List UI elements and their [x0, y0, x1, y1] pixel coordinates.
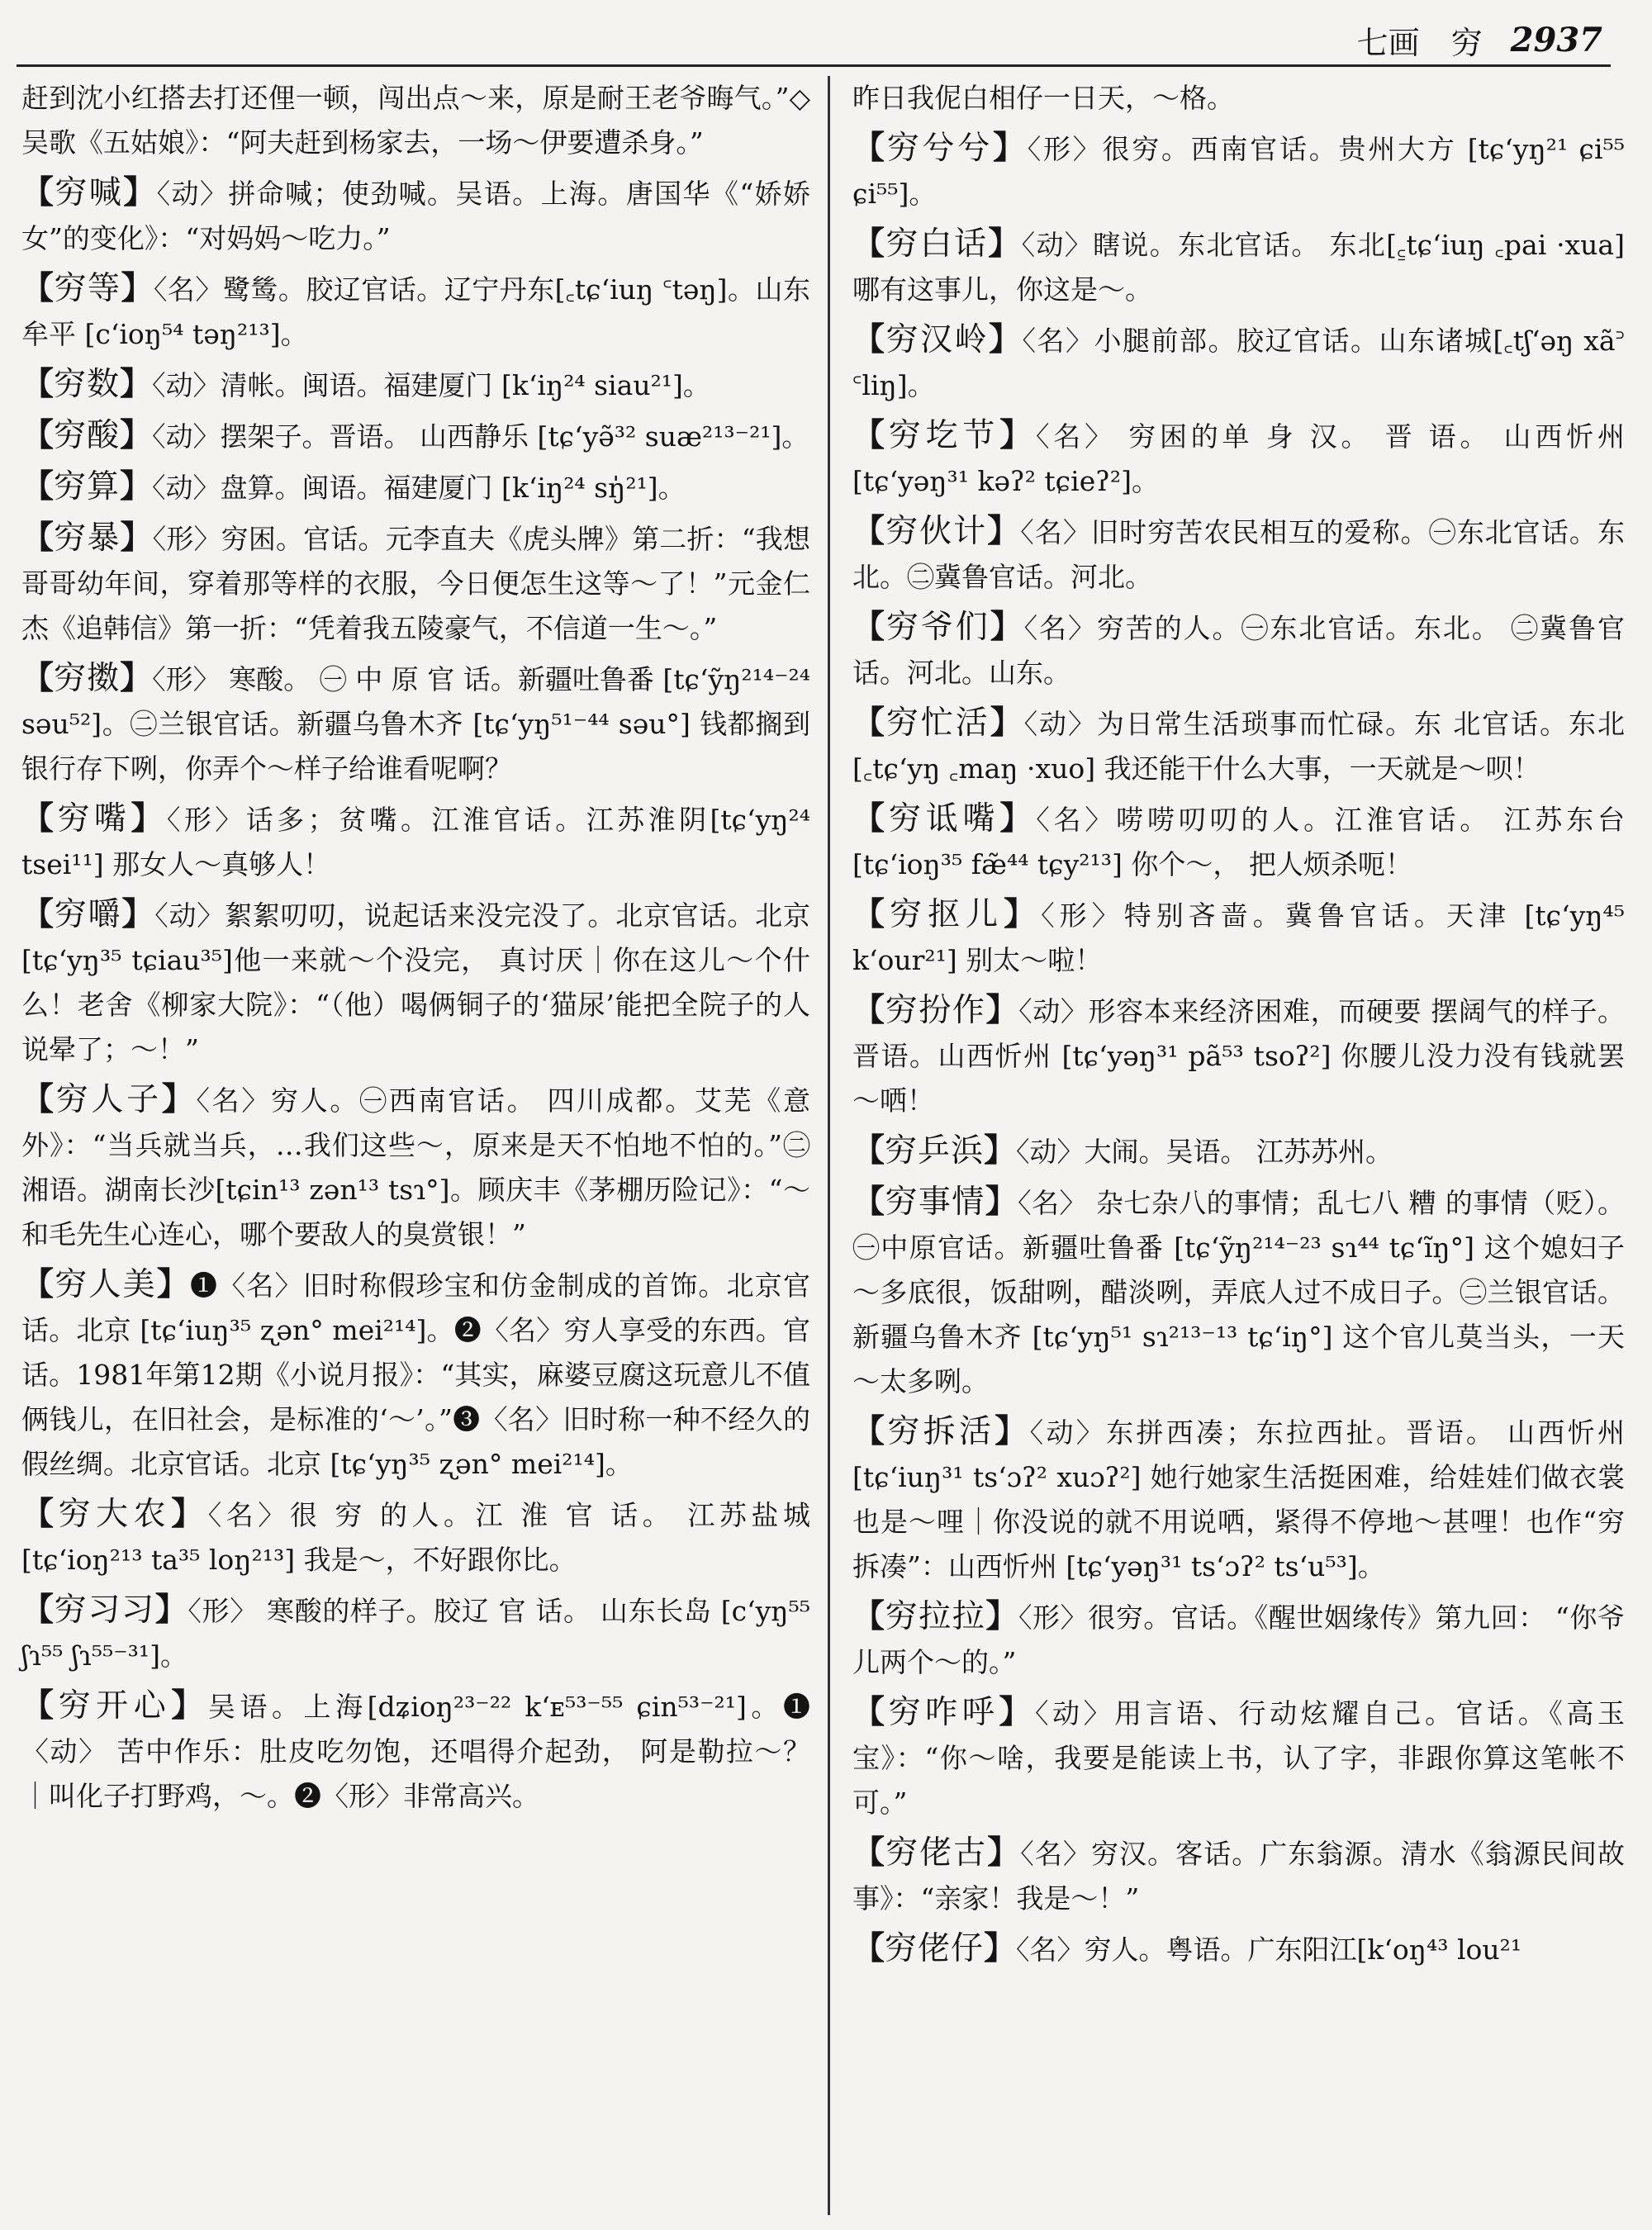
dictionary-entry: [21, 266, 810, 357]
entry-headword: 【 穷圪节 】: [852, 417, 1036, 454]
dictionary-entry: [21, 1587, 810, 1678]
entry-text: 〈动〉用言语、行动炫耀自己。官话。《高玉宝》：“你～啥，我要是能读上书，认了字，非跟你算这笔帐不可。”: [852, 1697, 1625, 1819]
entry-text: ❶〈名〉旧时称假珍宝和仿金制成的首饰。北京官话。北京 [tɕʻiuŋ³⁵ ʐən° mei²¹⁴]。❷〈名〉穷人享受的东西。官话。1981年第12期《小说月报》：“其实，麻婆豆腐这玩意儿不值俩钱儿，在旧社会，是标准的‘～’。”❸〈名〉旧时称一种不经久的假丝绸。北京官话。北京 [tɕʻyŋ³⁵ ʐən° mei²¹⁴]。: [21, 1269, 810, 1480]
entry-text: 〈形〉很穷。西南官话。贵州大方 [tɕʻyŋ²¹ ɕi⁵⁵ ɕi⁵⁵]。: [852, 133, 1625, 210]
dictionary-entry: [21, 362, 810, 408]
entry-text: 〈形〉特别吝啬。冀鲁官话。天津 [tɕʻyŋ⁴⁵ kʻour²¹] 别太～啦！: [852, 899, 1625, 976]
dictionary-entry: [852, 796, 1625, 887]
left-column: [21, 76, 810, 1824]
dictionary-entry: [21, 76, 810, 165]
entry-text: 〈名〉旧时穷苦农民相互的爱称。㊀东北官话。东北。㊁冀鲁官话。河北。: [852, 516, 1625, 593]
dictionary-entry: [852, 221, 1625, 312]
entry-headword: 【 穷忙活 】: [852, 705, 1024, 742]
entry-text: 〈名〉很 穷 的人。江 淮 官 话。 江苏盐城 [tɕʻioŋ²¹³ ta³⁵ loŋ²¹³] 我是～，不好跟你比。: [21, 1499, 810, 1576]
dictionary-entry: [852, 605, 1625, 695]
dictionary-entry: [21, 464, 810, 510]
dictionary-entry: [852, 126, 1625, 216]
entry-text: 〈动〉絮絮叨叨，说起话来没完没了。北京官话。北京 [tɕʻyŋ³⁵ tɕiau³⁵]他一来就～个没完， 真讨厌｜你在这儿～个什么！老舍《柳家大院》：“（他）喝俩铜子的‘猫尿’能把全院子的人说晕了；～！”: [21, 899, 810, 1065]
entry-headword: 【 穷开心 】: [21, 1687, 208, 1725]
entry-text: 〈名〉鹭鸶。胶辽官话。辽宁丹东[꜀tɕʻiuŋ ꜂təŋ]。山东牟平 [cʻioŋ⁵⁴ təŋ²¹³]。: [21, 273, 810, 350]
page-number: 2937: [1510, 20, 1602, 59]
entry-headword: 【 穷伙计 】: [852, 513, 1020, 550]
entry-headword: 【 穷拉拉 】: [852, 1598, 1018, 1635]
entry-headword: 【 穷佬古 】: [852, 1834, 1020, 1872]
entry-headword: 【 穷喊 】: [21, 174, 157, 211]
entry-text: 〈动〉摆架子。晋语。 山西静乐 [tɕʻyə̃³² suæ²¹³⁻²¹]。: [152, 420, 809, 453]
entry-headword: 【 穷擞 】: [21, 660, 152, 697]
dictionary-entry: [21, 515, 810, 651]
entry-text: 〈动〉瞎说。东北官话。 东北[꜁tɕʻiuŋ ꜀pai ·xua] 哪有这事儿，你这是～。: [852, 229, 1625, 306]
entry-text: 〈动〉拼命喊；使劲喊。吴语。上海。唐国华《“娇娇女”的变化》：“对妈妈～吃力。”: [21, 178, 810, 254]
entry-text: 〈形〉 寒酸。 ㊀ 中 原 官 话。新疆吐鲁番 [tɕʻỹŋ²¹⁴⁻²⁴ səu⁵²]。㊁兰银官话。新疆乌鲁木齐 [tɕʻyŋ⁵¹⁻⁴⁴ səu°] 钱都搁到银行存下咧，你弄个～样子给谁看呢啊？: [21, 663, 810, 785]
dictionary-entry: [852, 1830, 1625, 1921]
dictionary-entry: [852, 988, 1625, 1123]
entry-headword: 【 穷大农 】: [21, 1496, 208, 1533]
entry-headword: 【 穷人子 】: [21, 1081, 196, 1118]
dictionary-entry: [852, 76, 1625, 121]
dictionary-entry: [852, 1594, 1625, 1685]
section-title: 七画 穷: [1356, 24, 1483, 61]
entry-text: 〈动〉盘算。闽语。福建厦门 [kʻiŋ²⁴ sŋ̍²¹]。: [152, 472, 686, 504]
column-divider: [828, 76, 830, 2215]
dictionary-entry: [21, 170, 810, 261]
entry-headword: 【 穷扮作 】: [852, 992, 1018, 1029]
dictionary-entry: [21, 656, 810, 791]
dictionary-entry: [21, 1492, 810, 1582]
dictionary-entry: [21, 1683, 810, 1819]
entry-headword: 【 穷汉岭 】: [852, 321, 1023, 358]
entry-text: 〈动〉大闹。吴语。 江苏苏州。: [1016, 1136, 1393, 1168]
dictionary-entry: [21, 796, 810, 887]
dictionary-entry: [21, 1077, 810, 1257]
entry-text: 〈名〉穷人。㊀西南官话。 四川成都。艾芜《意外》：“当兵就当兵，…我们这些～，原来是天不怕地不怕的。”㊁湘语。湖南长沙[tɕin¹³ zən¹³ tsɿ°]。顾庆丰《茅棚历险记》：“～和毛先生心连心，哪个要敌人的臭赏银！”: [21, 1084, 810, 1250]
entry-headword: 【 穷数 】: [21, 366, 152, 403]
dictionary-entry: [852, 1690, 1625, 1825]
entry-headword: 【 穷习习 】: [21, 1592, 188, 1629]
entry-text: 〈名〉 杂七杂八的事情；乱七八 糟 的事情（贬）。㊀中原官话。新疆吐鲁番 [tɕʻỹŋ²¹⁴⁻²³ sɿ⁴⁴ tɕʻĩŋ°] 这个媳妇子～多底很，饭甜咧，醋淡咧，弄底人过不成日子。㊁兰银官话。新疆乌鲁木齐 [tɕʻyŋ⁵¹ sɿ²¹³⁻¹³ tɕʻiŋ°] 这个官儿莫当头，一天～太多咧。: [852, 1187, 1625, 1397]
header-rule: [17, 64, 1611, 67]
dictionary-entry: [21, 413, 810, 459]
entry-headword: 【 穷人美 】: [21, 1266, 190, 1303]
entry-text: 〈动〉形容本来经济困难，而硬要 摆阔气的样子。晋语。山西忻州 [tɕʻyəŋ³¹ pã⁵³ tsoʔ²] 你腰儿没力没有钱就罢～哂！: [852, 995, 1625, 1117]
entry-text: 吴语。上海[dʑioŋ²³⁻²² kʻᴇ⁵³⁻⁵⁵ ɕin⁵³⁻²¹]。❶〈动〉 苦中作乐：肚皮吃勿饱，还唱得介起劲， 阿是勒拉～？ ｜叫化子打野鸡，～。❷〈形〉非常高兴。: [21, 1691, 810, 1812]
entry-headword: 【 穷诋嘴 】: [852, 800, 1036, 837]
entry-text: 〈名〉穷苦的人。㊀东北官话。东北。 ㊁冀鲁官话。河北。山东。: [852, 612, 1625, 689]
entry-headword: 【 穷酸 】: [21, 417, 152, 454]
entry-text: 〈名〉 穷困的单 身 汉。 晋 语。 山西忻州 [tɕʻyəŋ³¹ kəʔ² tɕieʔ²]。: [852, 420, 1625, 497]
dictionary-entry: [852, 1409, 1625, 1589]
entry-headword: 【 穷暴 】: [21, 520, 153, 557]
entry-headword: 【 穷爷们 】: [852, 609, 1024, 646]
entry-text: 〈动〉清帐。闽语。福建厦门 [kʻiŋ²⁴ siau²¹]。: [152, 369, 710, 401]
entry-headword: 【 穷拆活 】: [852, 1413, 1030, 1450]
dictionary-entry: [852, 1128, 1625, 1174]
entry-text: 〈名〉唠唠叨叨的人。江淮官话。 江苏东台 [tɕʻioŋ³⁵ fæ̃⁴⁴ tɕy²¹³] 你个～， 把人烦杀呃！: [852, 804, 1625, 880]
entry-text: 〈动〉东拼西凑；东拉西扯。晋语。 山西忻州 [tɕʻiuŋ³¹ tsʻɔʔ² xuɔʔ²] 她行她家生活挺困难，给娃娃们做衣裳也是～哩｜你没说的就不用说哂，紧得不停地～甚哩！也作“穷拆凑”：山西忻州 [tɕʻyəŋ³¹ tsʻɔʔ² tsʻu⁵³]。: [852, 1416, 1625, 1582]
entry-headword: 【 穷抠儿 】: [852, 896, 1041, 933]
dictionary-entry: [852, 509, 1625, 600]
entry-text: 〈形〉话多；贫嘴。江淮官话。江苏淮阴[tɕʻyŋ²⁴ tsei¹¹] 那女人～真够人！: [21, 804, 810, 880]
entry-headword: 【 穷佬仔 】: [852, 1930, 1016, 1967]
entry-headword: 【 穷兮兮 】: [852, 130, 1028, 167]
entry-text: 〈形〉穷困。官话。元李直夫《虎头牌》第二折：“我想哥哥幼年间，穿着那等样的衣服，今日便怎生这等～了！”元金仁杰《追韩信》第一折：“凭着我五陵豪气，不信道一生～。”: [21, 523, 810, 644]
dictionary-entry: [21, 1262, 810, 1487]
dictionary-entry: [852, 1179, 1625, 1404]
dictionary-entry: [852, 1926, 1625, 1972]
entry-headword: 【 穷白话 】: [852, 225, 1022, 263]
entry-headword: 【 穷等 】: [21, 270, 154, 307]
entry-text: 〈名〉穷汉。客话。广东翁源。清水《翁源民间故事》：“亲家！我是～！”: [852, 1838, 1625, 1914]
entry-headword: 【 穷咋呼 】: [852, 1694, 1035, 1731]
dictionary-entry: [852, 413, 1625, 504]
entry-headword: 【 穷算 】: [21, 468, 152, 505]
dictionary-entry: [21, 892, 810, 1072]
entry-text: 〈形〉 寒酸的样子。胶辽 官 话。 山东长岛 [cʻyŋ⁵⁵ ʃɿ⁵⁵ ʃɿ⁵⁵⁻³¹]。: [21, 1595, 810, 1672]
page-header: [1357, 15, 1602, 64]
entry-text: 〈名〉穷人。粤语。广东阳江[kʻoŋ⁴³ lou²¹: [1016, 1933, 1522, 1966]
entry-headword: 【 穷事情 】: [852, 1184, 1018, 1221]
entry-text: 昨日我伲白相仔一日天，～格。: [852, 82, 1234, 114]
right-column: [852, 76, 1625, 1977]
entry-headword: 【 穷嚼 】: [21, 896, 154, 933]
entry-text: 〈形〉很穷。官话。《醒世姻缘传》第九回： “你爷儿两个～的。”: [852, 1601, 1625, 1678]
entry-headword: 【 穷乒浜 】: [852, 1132, 1016, 1170]
dictionary-entry: [852, 892, 1625, 983]
entry-headword: 【 穷嘴 】: [21, 800, 167, 837]
dictionary-entry: [852, 700, 1625, 791]
entry-text: 赶到沈小红搭去打还俚一顿，闯出点～来，原是耐王老爷晦气。”◇吴歌《五姑娘》：“阿夫赶到杨家去，一场～伊要遭杀身。”: [21, 82, 810, 159]
entry-text: 〈名〉小腿前部。胶辽官话。山东诸城[꜀tʃʻəŋ xã꜄ ꜂liŋ]。: [852, 325, 1625, 401]
dictionary-entry: [852, 317, 1625, 408]
entry-text: 〈动〉为日常生活琐事而忙碌。东 北官话。东北 [꜀tɕʻyŋ ꜀maŋ ·xuo] 我还能干什么大事，一天就是～呗！: [852, 708, 1625, 785]
